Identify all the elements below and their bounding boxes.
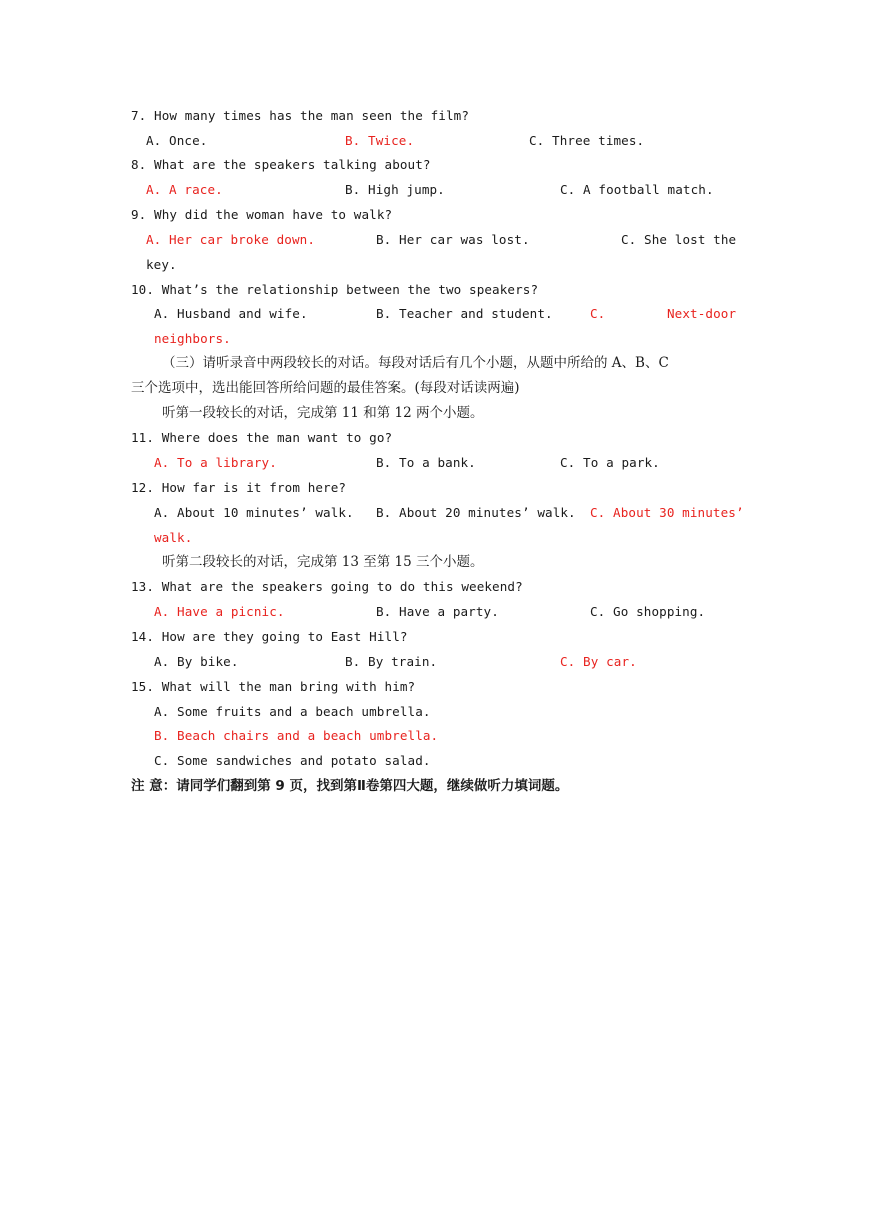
question-13: 13. What are the speakers going to do this weekend? xyxy=(131,579,523,594)
q12-option-b: B. About 20 minutes’ walk. xyxy=(376,505,576,520)
q9-option-b: B. Her car was lost. xyxy=(376,232,530,247)
question-9: 9. Why did the woman have to walk? xyxy=(131,207,393,222)
dialog2-instruction: 听第二段较长的对话，完成第 13 至第 15 三个小题。 xyxy=(162,554,484,570)
q9-option-a-answer: A. Her car broke down. xyxy=(146,232,316,247)
q10-option-c-label-answer: C. xyxy=(590,306,606,321)
question-15: 15. What will the man bring with him? xyxy=(131,679,416,694)
question-11: 11. Where does the man want to go? xyxy=(131,430,393,445)
q9-option-c-continued: key. xyxy=(146,257,177,272)
q11-option-b: B. To a bank. xyxy=(376,455,476,470)
note: 注 意：请同学们翻到第 9 页，找到第Ⅱ卷第四大题，继续做听力填词题。 xyxy=(131,778,569,794)
q14-option-b: B. By train. xyxy=(345,654,438,669)
q10-option-c-continued-answer: neighbors. xyxy=(154,331,231,346)
q7-option-b-answer: B. Twice. xyxy=(345,133,415,148)
q10-option-b: B. Teacher and student. xyxy=(376,306,553,321)
q7-option-a: A. Once. xyxy=(146,133,208,148)
question-12: 12. How far is it from here? xyxy=(131,480,347,495)
q8-option-b: B. High jump. xyxy=(345,182,445,197)
q12-option-a: A. About 10 minutes’ walk. xyxy=(154,505,354,520)
q12-option-c-continued-answer: walk. xyxy=(154,530,193,545)
section3-instruction-line2: 三个选项中，选出能回答所给问题的最佳答案。(每段对话读两遍) xyxy=(131,380,520,396)
dialog1-instruction: 听第一段较长的对话，完成第 11 和第 12 两个小题。 xyxy=(162,405,484,421)
q13-option-b: B. Have a party. xyxy=(376,604,499,619)
q13-option-a-answer: A. Have a picnic. xyxy=(154,604,285,619)
question-10: 10. What’s the relationship between the two speakers? xyxy=(131,282,539,297)
q15-option-c: C. Some sandwiches and potato salad. xyxy=(154,753,431,768)
q10-option-a: A. Husband and wife. xyxy=(154,306,308,321)
question-14: 14. How are they going to East Hill? xyxy=(131,629,408,644)
q11-option-a-answer: A. To a library. xyxy=(154,455,277,470)
q7-option-c: C. Three times. xyxy=(529,133,645,148)
q11-option-c: C. To a park. xyxy=(560,455,660,470)
q9-option-c: C. She lost the xyxy=(621,232,737,247)
q14-option-c-answer: C. By car. xyxy=(560,654,637,669)
q14-option-a: A. By bike. xyxy=(154,654,239,669)
q10-option-c-answer: Next-door xyxy=(667,306,737,321)
q13-option-c: C. Go shopping. xyxy=(590,604,706,619)
section3-instruction-line1: （三）请听录音中两段较长的对话。每段对话后有几个小题，从题中所给的 A、B、C xyxy=(162,355,669,371)
q12-option-c-answer: C. About 30 minutes’ xyxy=(590,505,744,520)
q8-option-a-answer: A. A race. xyxy=(146,182,223,197)
q15-option-b-answer: B. Beach chairs and a beach umbrella. xyxy=(154,728,439,743)
q8-option-c: C. A football match. xyxy=(560,182,714,197)
question-8: 8. What are the speakers talking about? xyxy=(131,157,431,172)
question-7: 7. How many times has the man seen the film? xyxy=(131,108,470,123)
q15-option-a: A. Some fruits and a beach umbrella. xyxy=(154,704,431,719)
